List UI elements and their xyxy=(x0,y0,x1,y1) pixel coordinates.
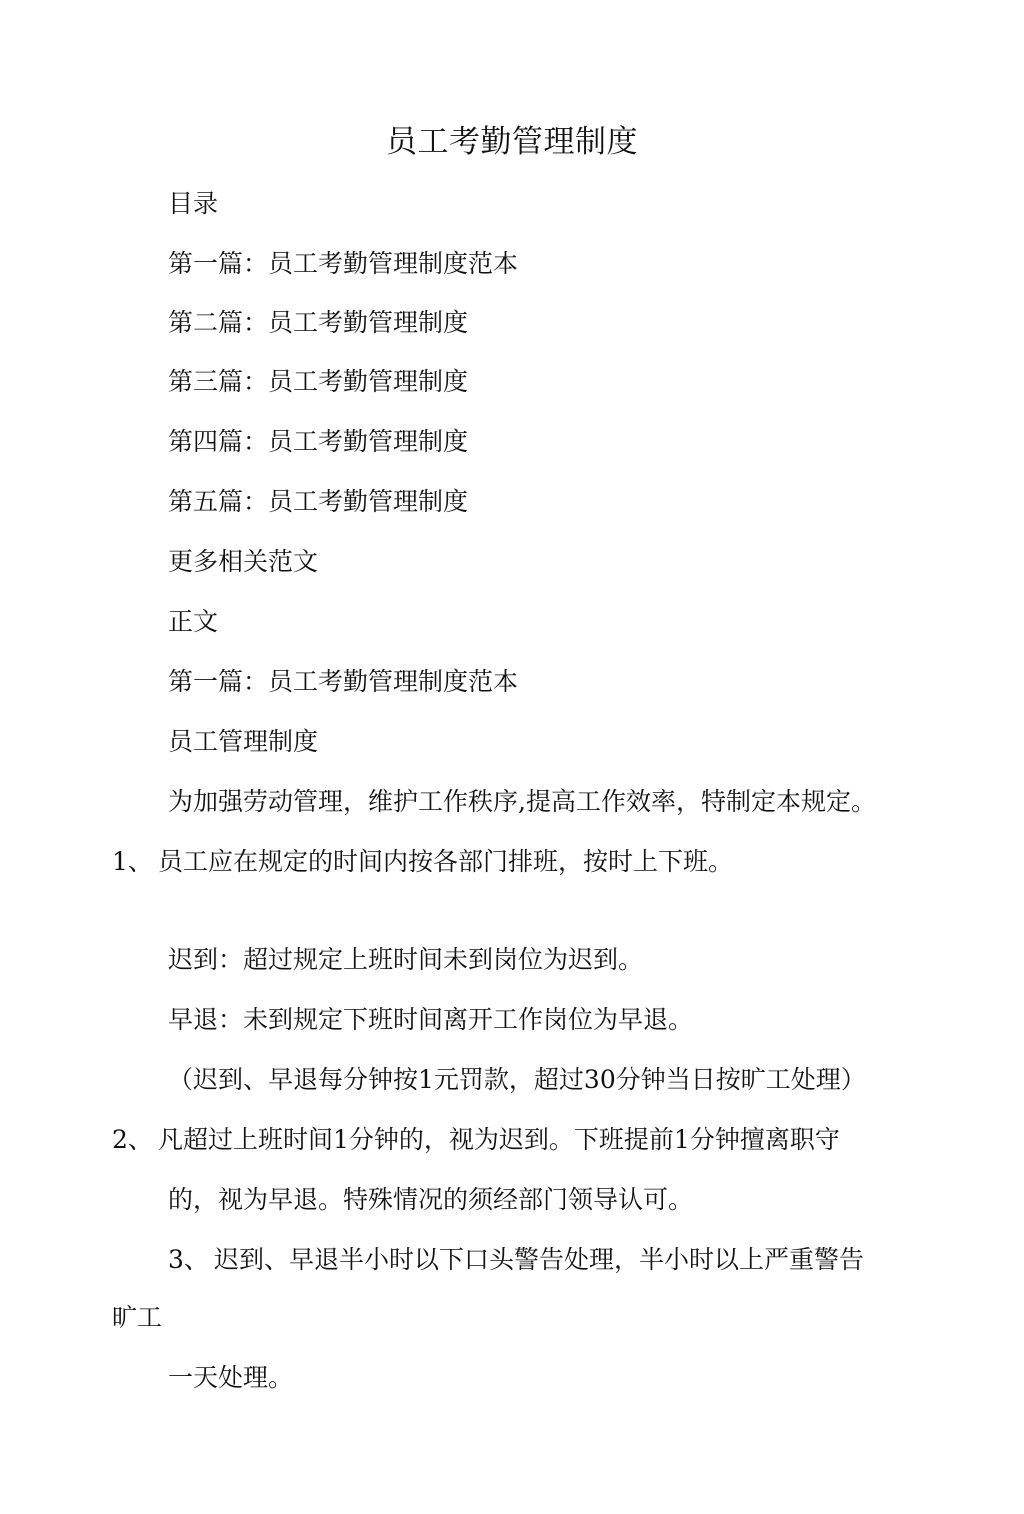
intro-paragraph: 为加强劳动管理，维护工作秩序,提高工作效率，特制定本规定。 xyxy=(168,787,876,816)
toc-item-4: 第四篇：员工考勤管理制度 xyxy=(168,427,469,456)
toc-heading: 目录 xyxy=(168,189,219,218)
item-3-number: 3、 xyxy=(168,1245,209,1274)
item-3-continuation-1: 旷工 xyxy=(112,1303,163,1332)
chapter-title: 第一篇：员工考勤管理制度范本 xyxy=(168,667,519,696)
item-2-continuation: 的，视为早退。特殊情况的须经部门领导认可。 xyxy=(168,1185,694,1214)
item-2-number: 2、 xyxy=(112,1125,153,1154)
item-3-continuation-2: 一天处理。 xyxy=(168,1363,294,1392)
item-2-text: 凡超过上班时间1分钟的，视为迟到。下班提前1分钟擅离职守 xyxy=(158,1125,840,1154)
item-1-text: 员工应在规定的时间内按各部门排班，按时上下班。 xyxy=(158,847,734,876)
item-3-text: 迟到、早退半小时以下口头警告处理，半小时以上严重警告 xyxy=(214,1245,865,1274)
early-leave-definition: 早退：未到规定下班时间离开工作岗位为早退。 xyxy=(168,1005,694,1034)
body-heading: 正文 xyxy=(168,607,219,636)
toc-item-more: 更多相关范文 xyxy=(168,547,319,576)
item-2 xyxy=(112,1124,840,1156)
item-3 xyxy=(168,1244,864,1276)
late-definition: 迟到：超过规定上班时间未到岗位为迟到。 xyxy=(168,945,644,974)
toc-item-2: 第二篇：员工考勤管理制度 xyxy=(168,308,469,337)
toc-item-3: 第三篇：员工考勤管理制度 xyxy=(168,367,469,396)
item-1 xyxy=(112,846,733,878)
toc-item-5: 第五篇：员工考勤管理制度 xyxy=(168,487,469,516)
document-title: 员工考勤管理制度 xyxy=(386,124,638,160)
toc-item-1: 第一篇：员工考勤管理制度范本 xyxy=(168,249,519,278)
penalty-note: （迟到、早退每分钟按1元罚款，超过30分钟当日按旷工处理） xyxy=(168,1065,866,1094)
section-title: 员工管理制度 xyxy=(168,727,319,756)
item-1-number: 1、 xyxy=(112,847,153,876)
